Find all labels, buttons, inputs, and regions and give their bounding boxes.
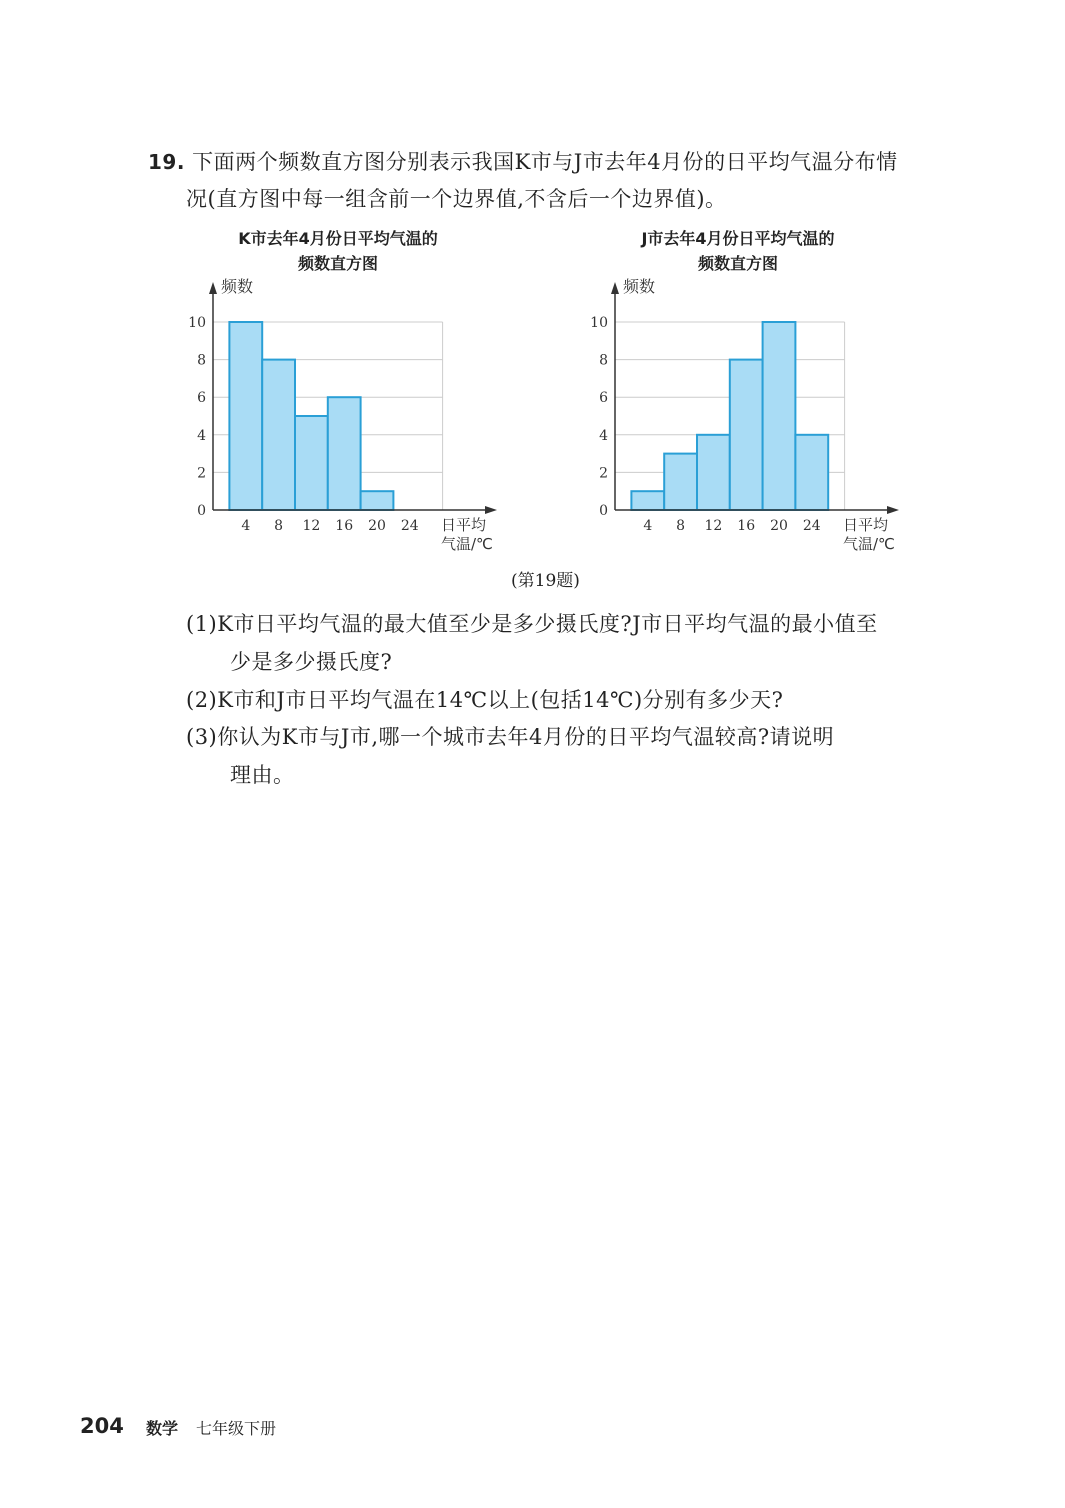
j-y-tick-label: 6 (599, 390, 608, 407)
j-y-tick-label: 10 (590, 315, 608, 331)
k-x-axis-arrow (485, 506, 497, 514)
question-text-1: 下面两个频数直方图分别表示我国K市与J市去年4月份的日平均气温分布情 (192, 150, 898, 174)
j-x-tick-label: 12 (704, 518, 723, 534)
k-y-axis-label: 频数 (221, 277, 254, 296)
k-bar (262, 360, 295, 510)
j-y-axis-arrow (611, 282, 619, 294)
question-text-2: 况(直方图中每一组含前一个边界值,不含后一个边界值)。 (186, 187, 727, 211)
k-x-tick-label: 16 (335, 518, 354, 534)
j-bar (730, 360, 763, 510)
k-x-axis-label-line1: 日平均 (441, 516, 487, 534)
k-x-tick-label: 12 (302, 518, 321, 534)
j-bar (795, 435, 828, 510)
j-y-tick-label: 0 (599, 503, 608, 519)
j-bar (697, 435, 730, 510)
j-x-axis-label-line1: 日平均 (843, 516, 889, 534)
j-bar (763, 322, 796, 510)
k-x-tick-label: 20 (368, 518, 386, 534)
k-y-tick-label: 0 (197, 503, 206, 519)
k-chart-title-line2: 频数直方图 (297, 254, 378, 273)
j-bar (631, 491, 664, 510)
k-y-axis-arrow (209, 282, 217, 294)
k-chart-title (188, 226, 488, 276)
subquestion-1-line-2: 少是多少摄氏度? (230, 650, 393, 674)
j-histogram (582, 270, 922, 560)
j-bar (664, 454, 697, 510)
k-x-tick-label: 4 (241, 518, 251, 534)
j-chart-title-line1: J市去年4月份日平均气温的 (641, 229, 835, 248)
figure-caption: (第19题) (511, 571, 580, 591)
k-bar (295, 416, 328, 510)
footer-book-title: 七年级下册 (196, 1419, 277, 1438)
k-chart-title-line1: K市去年4月份日平均气温的 (238, 229, 438, 248)
k-y-tick-label: 10 (188, 315, 206, 331)
k-bar (361, 491, 394, 510)
k-y-tick-label: 6 (197, 390, 206, 407)
j-chart-title (588, 226, 888, 276)
k-y-tick-label: 8 (197, 352, 206, 369)
j-y-axis-label: 频数 (623, 277, 656, 296)
j-x-axis-label-line2: 气温/℃ (843, 535, 895, 553)
j-y-tick-label: 4 (599, 427, 608, 444)
j-x-tick-label: 24 (802, 518, 821, 534)
page-number: 204 (80, 1414, 124, 1438)
subquestion-3-line-1: (3)你认为K市与J市,哪一个城市去年4月份的日平均气温较高?请说明 (186, 725, 835, 749)
j-x-tick-label: 4 (643, 518, 653, 534)
j-x-tick-label: 8 (676, 518, 686, 534)
k-x-tick-label: 8 (274, 518, 284, 534)
j-x-tick-label: 20 (770, 518, 788, 534)
question-line-1 (148, 146, 898, 176)
k-x-axis-label-line2: 气温/℃ (441, 535, 493, 553)
j-y-tick-label: 2 (599, 465, 608, 482)
j-x-axis-arrow (887, 506, 899, 514)
subquestion-3-line-2: 理由。 (230, 763, 295, 787)
k-bar (229, 322, 262, 510)
j-y-tick-label: 8 (599, 352, 608, 369)
j-chart-title-line2: 频数直方图 (697, 254, 778, 273)
subquestion-1-line-1: (1)K市日平均气温的最大值至少是多少摄氏度?J市日平均气温的最小值至 (186, 612, 878, 636)
k-y-tick-label: 4 (197, 427, 206, 444)
footer-subject: 数学 (146, 1419, 179, 1438)
k-bar (328, 397, 361, 510)
j-x-tick-label: 16 (737, 518, 756, 534)
k-histogram (180, 270, 520, 560)
k-y-tick-label: 2 (197, 465, 206, 482)
k-x-tick-label: 24 (400, 518, 419, 534)
subquestion-2-line-1: (2)K市和J市日平均气温在14℃以上(包括14℃)分别有多少天? (186, 688, 784, 712)
question-number: 19. (148, 150, 185, 174)
